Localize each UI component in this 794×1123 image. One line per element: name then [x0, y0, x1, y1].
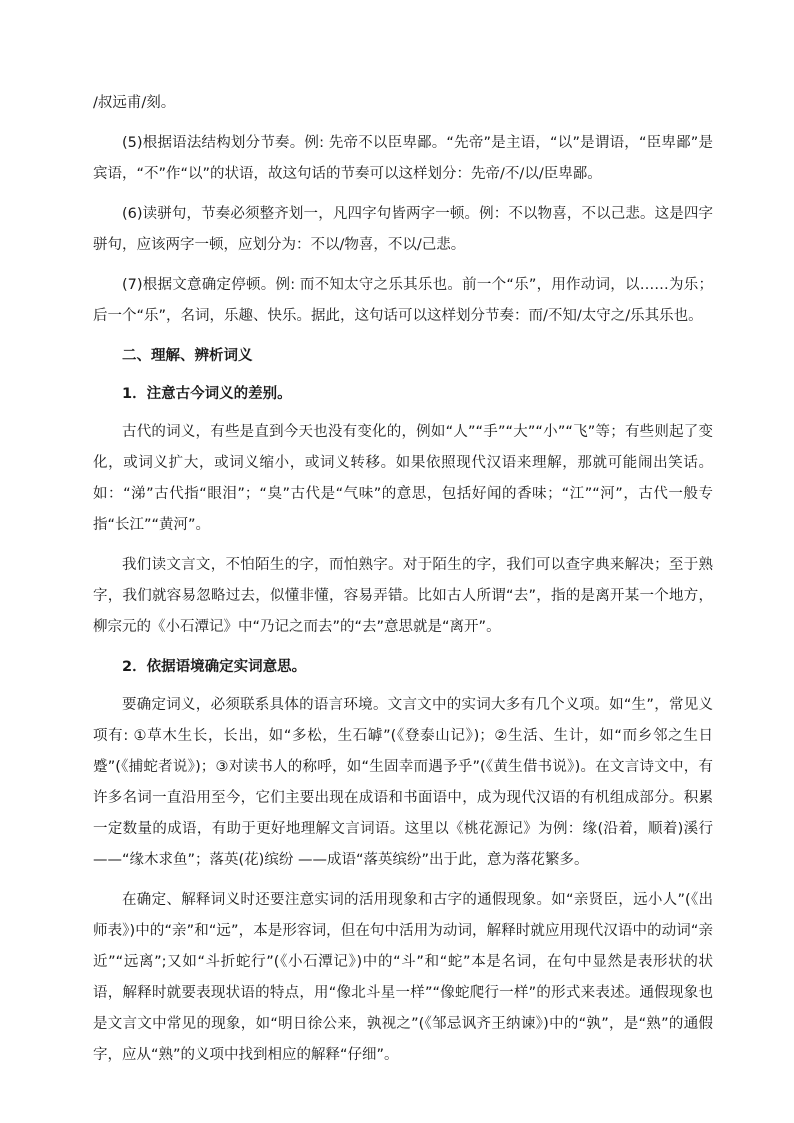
paragraph-familiar-words: 我们读文言文，不怕陌生的字，而怕熟字。对于陌生的字，我们可以查字典来解决；至于熟字，我们就容易忽略过去，似懂非懂，容易弄错。比如古人所谓“去”，指的是离开某一个地方，柳宗元的《小石潭记》中“乃记之而去”的“去”意思就是“离开”。: [93, 557, 713, 635]
paragraph-word-usage: 在确定、解释词义时还要注意实词的活用现象和古字的通假现象。如“亲贤臣，远小人”(《出师表》)中的“亲”和“远”，本是形容词，但在句中活用为动词，解释时就应用现代汉语中的动词“亲近”“远离”;又如“斗折蛇行”(《小石潭记》)中的“斗”和“蛇”本是名词，在句中显然是表形状的状语，解释时就要表现状语的特点，用“像北斗星一样”“像蛇爬行一样”的形式来表述。通假现象也是文言文中常见的现象，如“明日徐公来，孰视之”(《邹忌讽齐王纳谏》)中的“孰”，是“熟”的通假字，应从“熟”的义项中找到相应的解释“仔细”。: [93, 892, 713, 1063]
paragraph-rhythm-parallel: (6)读骈句，节奏必须整齐划一，凡四字句皆两字一顿。例：不以物喜，不以己悲。这是四字骈句，应该两字一顿，应划分为：不以/物喜，不以/己悲。: [93, 206, 713, 253]
paragraph-rhythm-grammar: (5)根据语法结构划分节奏。例: 先帝不以臣卑鄙。“先帝”是主语，“以”是谓语，“臣卑鄙”是宾语，“不”作“以”的状语，故这句话的节奏可以这样划分：先帝/不/以/臣卑鄙。: [93, 135, 713, 182]
document-body: [93, 88, 713, 1080]
paragraph-rhythm-meaning: (7)根据文意确定停顿。例: 而不知太守之乐其乐也。前一个“乐”，用作动词，以……为乐；后一个“乐”，名词，乐趣、快乐。据此，这句话可以这样划分节奏：而/不知/太守之/乐其乐也。: [93, 277, 713, 324]
paragraph-word-change: 古代的词义，有些是直到今天也没有变化的，例如“人”“手”“大”“小”“飞”等；有些则起了变化，或词义扩大，或词义缩小，或词义转移。如果依照现代汉语来理解，那就可能闹出笑话。如：“涕”古代指“眼泪”；“臭”古代是“气味”的意思，包括好闻的香味；“江”“河”，古代一般专指“长江”“黄河”。: [93, 424, 713, 533]
section-heading: 二、理解、辨析词义: [122, 348, 253, 364]
subheading-context: 2．依据语境确定实词意思。: [122, 659, 307, 675]
subheading-ancient-modern: 1．注意古今词义的差别。: [122, 386, 292, 402]
paragraph-context-meaning: 要确定词义，必须联系具体的语言环境。文言文中的实词大多有几个义项。如“生”，常见义项有: ①草木生长，长出，如“多松，生石罅”(《登泰山记》)；②生活、生计，如“而乡邻之生日蹙”(《捕蛇者说》)；③对读书人的称呼，如“生固幸而遇予乎”(《黄生借书说》)。在文言诗文中，有许多名词一直沿用至今，它们主要出现在成语和书面语中，成为现代汉语的有机组成部分。积累一定数量的成语，有助于更好地理解文言词语。这里以《桃花源记》为例：缘(沿着，顺着)溪行——“缘木求鱼”；落英(花)缤纷 ——成语“落英缤纷”出于此，意为落花繁多。: [93, 697, 713, 868]
paragraph-continuation: /叔远甫/刻。: [93, 95, 176, 111]
